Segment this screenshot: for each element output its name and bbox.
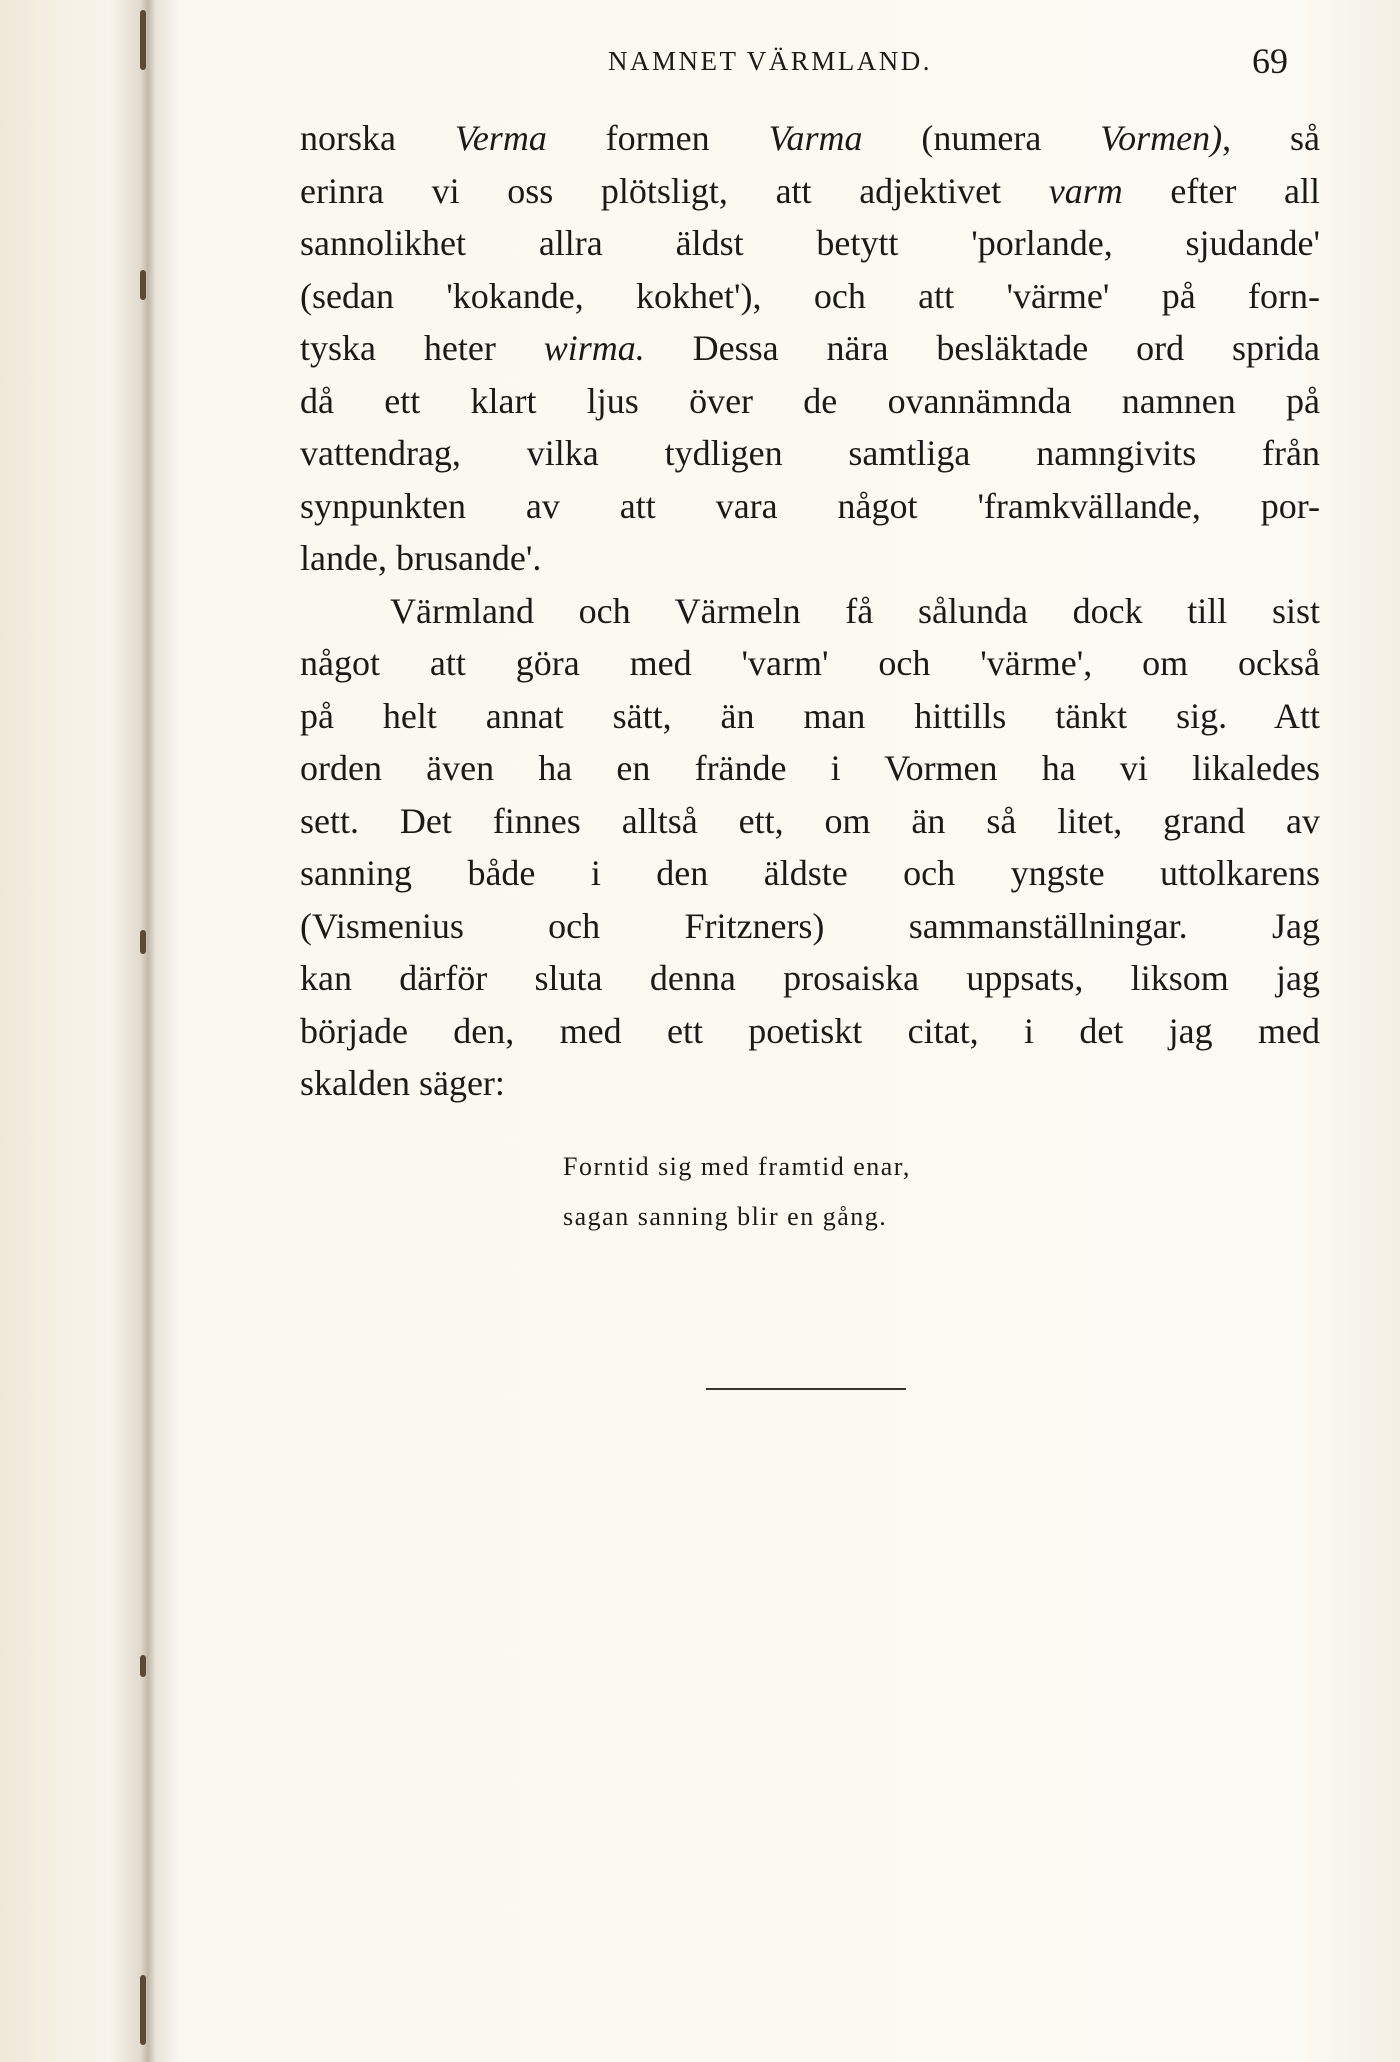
text-line: började den, med ett poetiskt citat, i det jag med bbox=[300, 1010, 1320, 1051]
text-line: då ett klart ljus över de ovannämnda namnen på bbox=[300, 380, 1320, 421]
binding-stitch bbox=[140, 930, 146, 954]
text-line: Värmland och Värmeln få sålunda dock till sist bbox=[390, 590, 1320, 631]
running-head: NAMNET VÄRMLAND. bbox=[608, 46, 933, 76]
text-line: skalden säger: bbox=[300, 1063, 505, 1103]
text-line: (sedan 'kokande, kokhet'), och att 'värme' på forn- bbox=[300, 275, 1320, 316]
binding-stitch bbox=[140, 270, 146, 300]
text-line: lande, brusande'. bbox=[300, 538, 542, 578]
text-line: kan därför sluta denna prosaiska uppsats, liksom jag bbox=[300, 958, 1320, 998]
italic-word: Verma bbox=[454, 118, 547, 158]
text-line: sannolikhet allra äldst betytt 'porlande, sjudande' bbox=[300, 223, 1320, 263]
text-line: norska Verma formen Varma (numera Vormen), så bbox=[300, 118, 1320, 158]
italic-word: Vormen) bbox=[1100, 118, 1223, 158]
text-line: tyska heter wirma. Dessa nära besläktade ord sprida bbox=[300, 328, 1320, 368]
binding-stitch bbox=[140, 1975, 146, 2045]
text-line: erinra vi oss plötsligt, att adjektivet varm efter all bbox=[300, 170, 1320, 211]
text-line: på helt annat sätt, än man hittills tänkt sig. Att bbox=[300, 695, 1320, 736]
italic-word: varm bbox=[1048, 170, 1123, 211]
text-line: orden även ha en frände i Vormen ha vi likaledes bbox=[300, 748, 1320, 788]
text-line: något att göra med 'varm' och 'värme', om också bbox=[300, 643, 1320, 683]
page-number: 69 bbox=[1252, 41, 1288, 81]
page-binding bbox=[110, 0, 180, 2062]
text-line: synpunkten av att vara något 'framkvällande, por- bbox=[300, 485, 1320, 526]
page-header bbox=[0, 42, 1400, 82]
poem-quote bbox=[563, 1142, 911, 1242]
text-line: vattendrag, vilka tydligen samtliga namngivits från bbox=[300, 433, 1320, 473]
italic-word: Varma bbox=[768, 118, 863, 158]
text-line: sett. Det finnes alltså ett, om än så litet, grand av bbox=[300, 800, 1320, 841]
text-line: (Vismenius och Fritzners) sammanställningar. Jag bbox=[300, 905, 1320, 946]
body-text bbox=[300, 112, 1320, 1110]
poem-line-2: sagan sanning blir en gång. bbox=[563, 1202, 888, 1231]
end-rule bbox=[706, 1388, 906, 1390]
text-line: sanning både i den äldste och yngste uttolkarens bbox=[300, 853, 1320, 893]
binding-stitch bbox=[140, 1655, 146, 1677]
poem-line-1: Forntid sig med framtid enar, bbox=[563, 1152, 911, 1181]
italic-word: wirma. bbox=[543, 328, 645, 368]
